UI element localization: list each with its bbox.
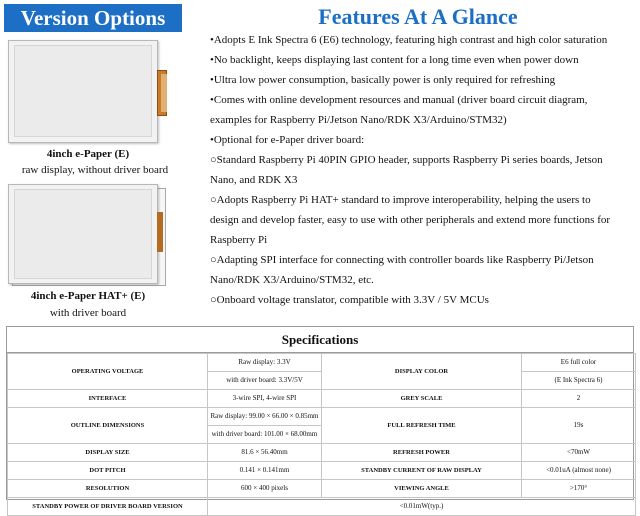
spec-label-standby-power: STANDBY POWER OF DRIVER BOARD VERSION (8, 498, 208, 516)
spec-value-full-refresh-time: 19s (522, 408, 636, 444)
spec-value-interface: 3-wire SPI, 4-wire SPI (208, 390, 322, 408)
spec-value-standby-power: <0.01mW(typ.) (208, 498, 636, 516)
feature-line: •Ultra low power consumption, basically power is only required for refreshing (210, 74, 556, 86)
features-list (210, 30, 640, 310)
spec-label-dot-pitch: DOT PITCH (8, 462, 208, 480)
spec-value-display-color-2: (E Ink Spectra 6) (522, 372, 636, 390)
spec-value-resolution: 600 × 400 pixels (208, 480, 322, 498)
feature-line: examples for Raspberry Pi/Jetson Nano/RDK X3/Arduino/STM32) (210, 114, 507, 126)
feature-line: ○Onboard voltage translator, compatible with 3.3V / 5V MCUs (210, 294, 489, 306)
raw-version-subtitle: raw display, without driver board (21, 164, 169, 176)
spec-value-standby-current: <0.01uA (almost none) (522, 462, 636, 480)
spec-value-refresh-power: <70mW (522, 444, 636, 462)
spec-value-display-size: 81.6 × 56.40mm (208, 444, 322, 462)
raw-epaper-image (8, 40, 168, 145)
spec-label-standby-current: STANDBY CURRENT OF RAW DISPLAY (322, 462, 522, 480)
raw-version-title: 4inch e-Paper (E) (46, 148, 130, 160)
feature-line: Raspberry Pi (210, 234, 268, 246)
features-title: Features At A Glance (318, 4, 518, 29)
hat-version-title: 4inch e-Paper HAT+ (E) (30, 290, 146, 302)
spec-value-grey-scale: 2 (522, 390, 636, 408)
feature-line: Nano, and RDK X3 (210, 174, 298, 186)
spec-label-resolution: RESOLUTION (8, 480, 208, 498)
feature-line: ○Adopts Raspberry Pi HAT+ standard to improve interoperability, helping the users to (210, 194, 591, 206)
feature-line: •No backlight, keeps displaying last content for a long time even when power down (210, 54, 579, 66)
spec-value-operating-voltage-raw: Raw display: 3.3V (208, 354, 322, 372)
spec-label-grey-scale: GREY SCALE (322, 390, 522, 408)
feature-line: ○Standard Raspberry Pi 40PIN GPIO header, supports Raspberry Pi series boards, Jetson (210, 154, 603, 166)
spec-label-viewing-angle: VIEWING ANGLE (322, 480, 522, 498)
spec-label-refresh-power: REFRESH POWER (322, 444, 522, 462)
spec-label-display-size: DISPLAY SIZE (8, 444, 208, 462)
feature-line: design and develop faster, easy to use with other peripherals and extend more functions for (210, 214, 611, 226)
spec-value-display-color-1: E6 full color (522, 354, 636, 372)
spec-label-full-refresh-time: FULL REFRESH TIME (322, 408, 522, 444)
specifications-title: Specifications (7, 327, 633, 353)
spec-value-viewing-angle: >170° (522, 480, 636, 498)
feature-line: •Optional for e-Paper driver board: (210, 134, 365, 146)
spec-value-dot-pitch: 0.141 × 0.141mm (208, 462, 322, 480)
feature-line: ○Adapting SPI interface for connecting with controller boards like Raspberry Pi/Jetson (210, 254, 594, 266)
feature-line: •Adopts E Ink Spectra 6 (E6) technology, featuring high contrast and high color saturation (210, 34, 608, 46)
spec-value-outline-dimensions-raw: Raw display: 99.00 × 66.00 × 0.85mm (208, 408, 322, 426)
version-options-banner: Version Options (4, 4, 182, 32)
feature-line: •Comes with online development resources and manual (driver board circuit diagram, (210, 94, 588, 106)
spec-label-outline-dimensions: OUTLINE DIMENSIONS (8, 408, 208, 444)
spec-label-display-color: DISPLAY COLOR (322, 354, 522, 390)
spec-value-operating-voltage-board: with driver board: 3.3V/5V (208, 372, 322, 390)
hat-epaper-image (8, 184, 168, 288)
feature-line: Nano/RDK X3/Arduino/STM32, etc. (210, 274, 374, 286)
spec-label-interface: INTERFACE (8, 390, 208, 408)
spec-label-operating-voltage: OPERATING VOLTAGE (8, 354, 208, 390)
spec-value-outline-dimensions-board: with driver board: 101.00 × 68.00mm (208, 426, 322, 444)
hat-version-subtitle: with driver board (49, 307, 127, 319)
specifications-table (6, 326, 634, 510)
